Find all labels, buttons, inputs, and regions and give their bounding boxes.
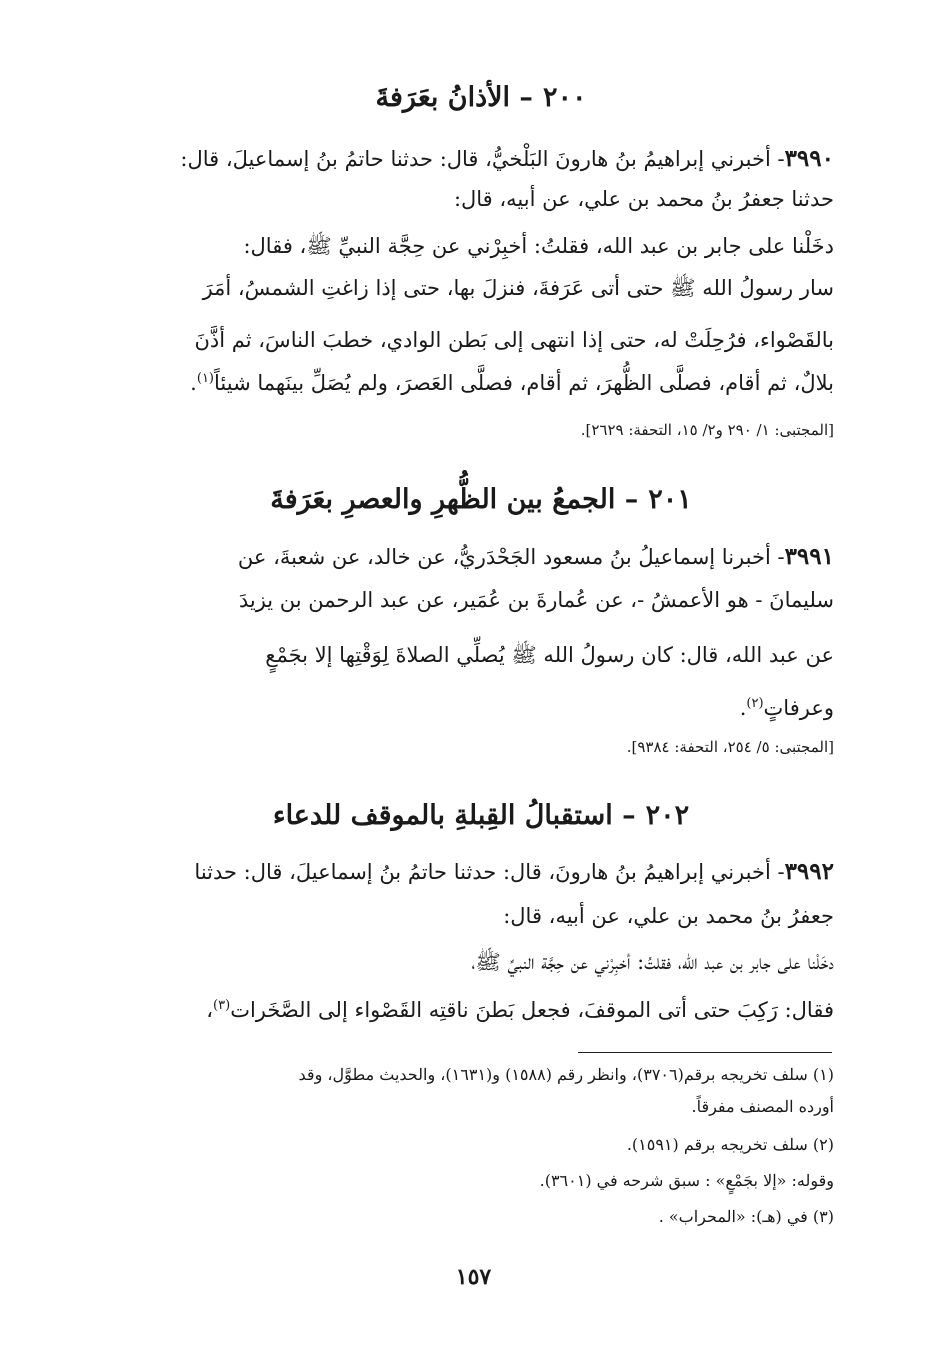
source-reference: [المجتبى: ٥/ ٢٥٤، التحفة: ٩٣٨٤].	[626, 738, 834, 756]
matn-line: بلالٌ، ثم أقام، فصلَّى الظُّهرَ، ثم أقام، فصلَّى العَصرَ، ولم يُصَلِّ بينَهما شيئاً$^{(١)}$.	[190, 371, 834, 395]
section-heading: ٢٠٢– استقبالُ القِبلةِ بالموقف للدعاء	[272, 800, 690, 831]
section-heading: ٢٠١– الجمعُ بين الظُّهرِ والعصرِ بعَرَفةَ	[270, 484, 692, 515]
isnad-text: أخبرنا إسماعيلُ بنُ مسعود الجَحْدَريُّ، عن خالد، عن شعبةَ، عن	[237, 545, 771, 569]
section-number: ٢٠٢	[645, 800, 690, 831]
isnad-text: أخبرني إبراهيمُ بنُ هارونَ، قال: حدثنا حاتمُ بنُ إسماعيلَ، قال: حدثنا	[194, 860, 771, 884]
isnad-line: جعفرُ بنُ محمد بن علي، عن أبيه، قال:	[503, 904, 834, 928]
matn-line: بالقَصْواء، فرُحِلَتْ له، حتى إذا انتهى إلى بَطن الوادي، خطبَ الناسَ، ثم أذَّنَ	[194, 328, 834, 352]
matn-line: عن عبد الله، قال: كان رسولُ الله ﷺ يُصلِّي الصلاةَ لِوَقْتِها إلا بجَمْعٍ	[265, 643, 834, 667]
section-title: الأذانُ بعَرَفةَ	[375, 82, 511, 113]
footnote-mark: (١)	[196, 371, 214, 386]
footnote-line: (٣) في (هـ): «المحراب» .	[658, 1207, 834, 1226]
matn-line: دخَلْنا على جابر بن عبد الله، فقلتُ: أخبِرْني عن حِجَّة النبيِّ ﷺ، فقال:	[243, 234, 834, 258]
isnad-line: سليمانَ - هو الأعمشُ -، عن عُمارةَ بن عُمَير، عن عبد الرحمن بن يزيدَ	[238, 588, 834, 612]
matn-line: سار رسولُ الله ﷺ حتى أتى عَرَفةَ، فنزلَ بها، حتى إذا زاغتِ الشمسُ، أمَرَ	[202, 276, 834, 300]
footnote-line: أورده المصنف مفرقاً.	[691, 1097, 834, 1116]
hadith-number: ٣٩٩١	[784, 543, 834, 570]
page-number: ١٥٧	[455, 1264, 492, 1290]
footnote-divider	[578, 1052, 832, 1053]
footnote-mark: (٢)	[746, 696, 764, 711]
footnote-line: (١) سلف تخريجه برقم(٣٧٠٦)، وانظر رقم (١٥٨٨) و(١٦٣١)، والحديث مطوَّل، وقد	[298, 1065, 834, 1084]
footnote-line: (٢) سلف تخريجه برقم (١٥٩١).	[626, 1135, 834, 1154]
section-number: ٢٠١	[648, 484, 692, 515]
section-heading: ٢٠٠– الأذانُ بعَرَفةَ	[375, 82, 587, 113]
source-reference: [المجتبى: ١/ ٢٩٠ و٢/ ١٥، التحفة: ٢٦٢٩].	[580, 421, 834, 439]
hadith-line: ٣٩٩٢- أخبرني إبراهيمُ بنُ هارونَ، قال: حدثنا حاتمُ بنُ إسماعيلَ، قال: حدثنا	[194, 858, 834, 885]
section-number: ٢٠٠	[542, 82, 587, 113]
matn-line: فقال: رَكِبَ حتى أتى الموقفَ، فجعل بَطنَ ناقتِه القَصْواء إلى الصَّخَرات$^{(٣)}$،	[206, 998, 834, 1022]
footnote-line: وقوله: «إلا بجَمْعٍ» : سبق شرحه في (٣٦٠١).	[539, 1171, 834, 1190]
hadith-number: ٣٩٩٢	[784, 858, 834, 885]
section-title: استقبالُ القِبلةِ بالموقف للدعاء	[272, 800, 613, 831]
footnote-mark: (٣)	[213, 998, 231, 1013]
hadith-line: ٣٩٩١- أخبرنا إسماعيلُ بنُ مسعود الجَحْدَريُّ، عن خالد، عن شعبةَ، عن	[237, 543, 834, 570]
hadith-number: ٣٩٩٠	[784, 145, 834, 172]
matn-line: وعرفاتٍ$^{(٢)}$.	[739, 696, 834, 720]
isnad-text: أخبرني إبراهيمُ بنُ هارونَ البَلْخيُّ، قال: حدثنا حاتمُ بنُ إسماعيلَ، قال:	[180, 147, 771, 171]
section-title: الجمعُ بين الظُّهرِ والعصرِ بعَرَفةَ	[270, 484, 616, 515]
hadith-line: ٣٩٩٠- أخبرني إبراهيمُ بنُ هارونَ البَلْخيُّ، قال: حدثنا حاتمُ بنُ إسماعيلَ، قال:	[180, 145, 834, 172]
isnad-line: حدثنا جعفرُ بنُ محمد بن علي، عن أبيه، قال:	[453, 187, 834, 211]
matn-line: دخَلْنا على جابر بن عبد الله، فقلتُ: أخبِرْني عن حِجَّة النبيِّ ﷺ،	[471, 950, 834, 974]
